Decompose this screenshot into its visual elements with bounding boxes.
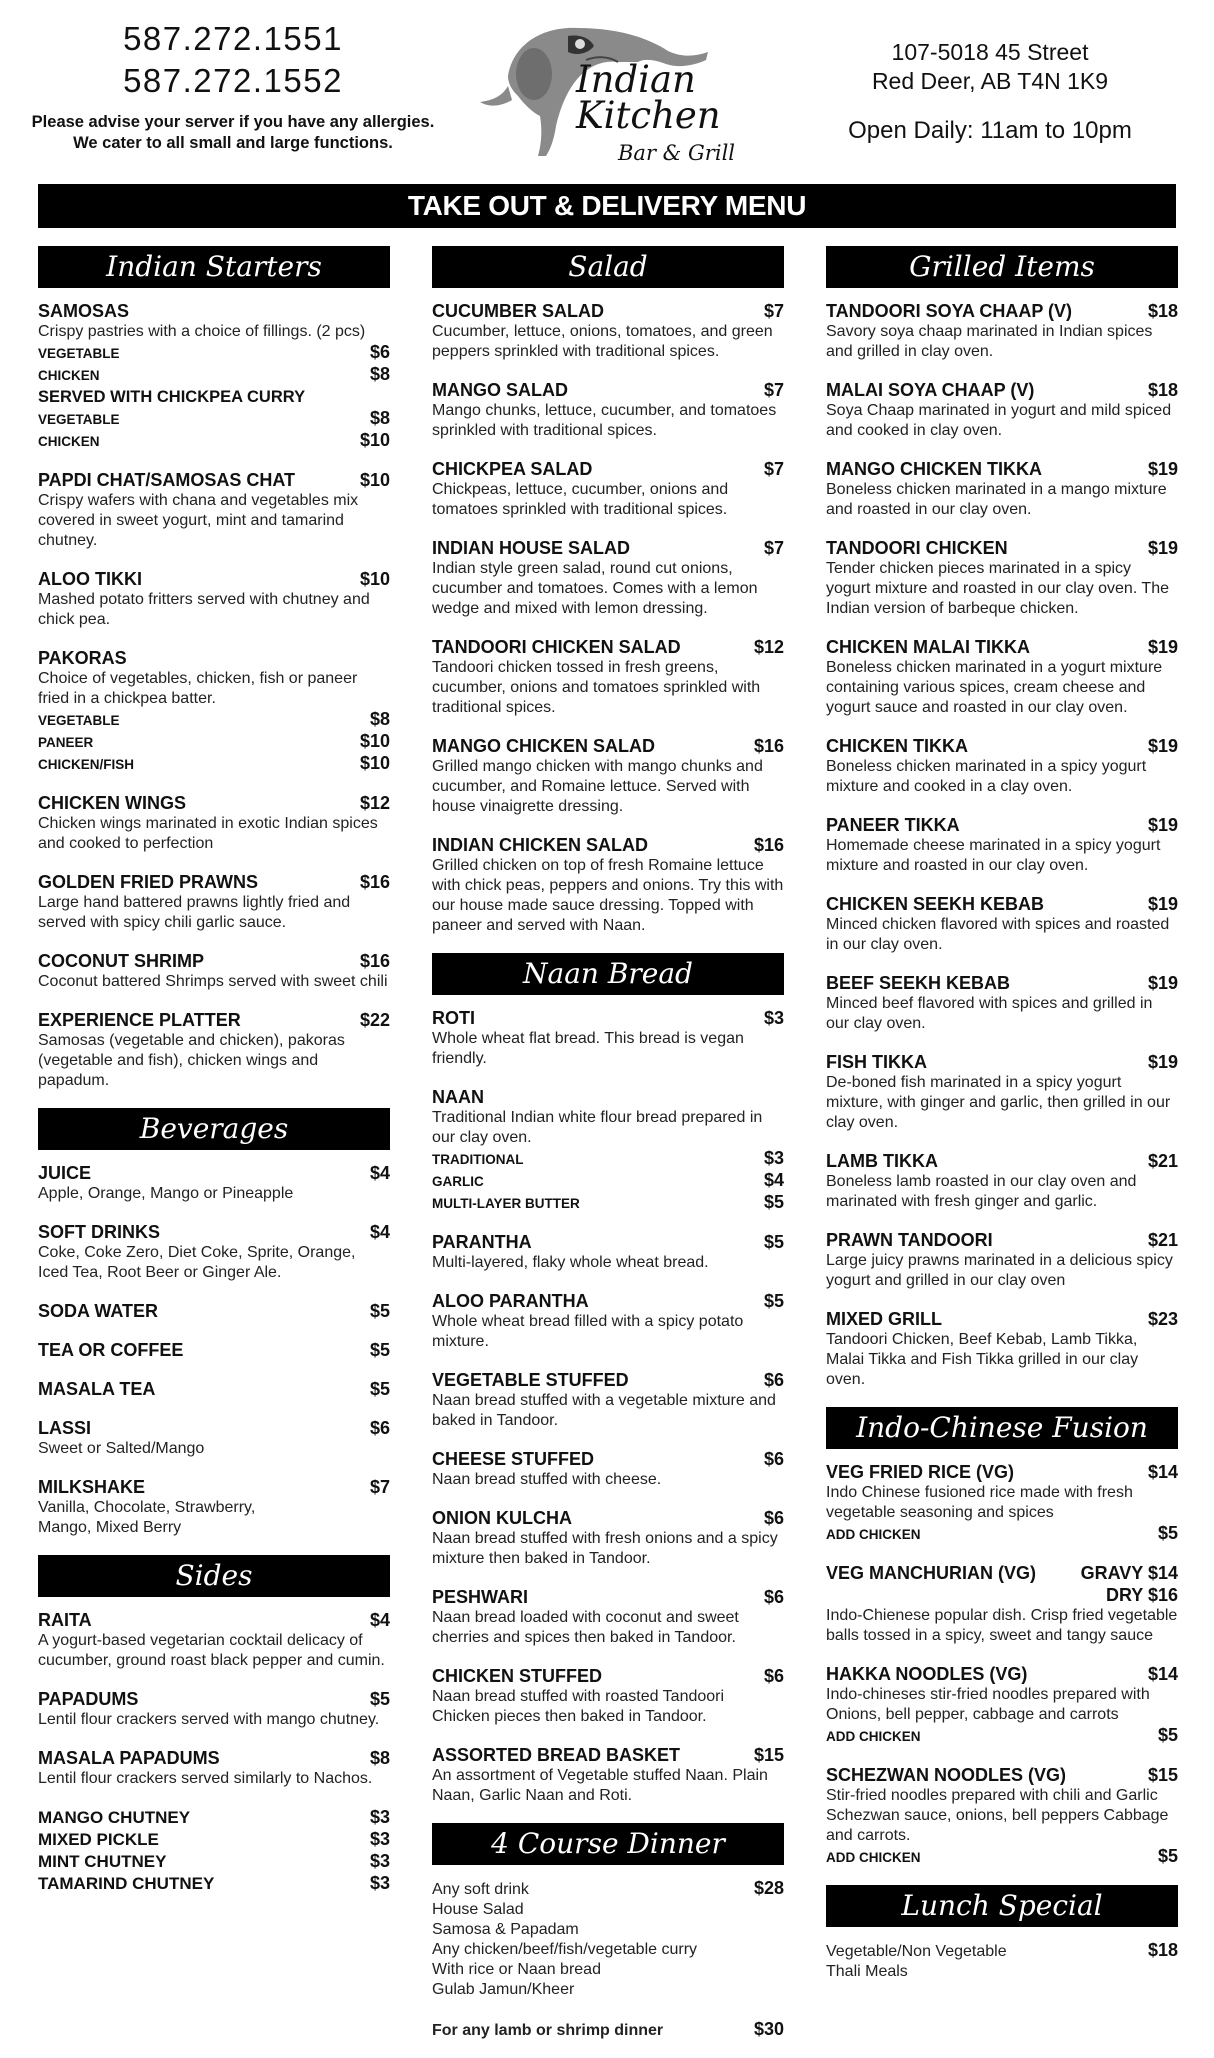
- item-name: VEGETABLE STUFFED: [432, 1370, 629, 1390]
- item-price: $5: [763, 1291, 784, 1311]
- section-title-fusion: Indo-Chinese Fusion: [826, 1407, 1178, 1449]
- option-price: $8: [369, 709, 390, 729]
- item-name: MIXED PICKLE: [38, 1830, 159, 1849]
- item-name: BEEF SEEKH KEBAB: [826, 973, 1011, 993]
- logo-word-kitchen: Kitchen: [576, 94, 721, 137]
- section-title-naan: Naan Bread: [432, 953, 784, 995]
- phone-number-1[interactable]: 587.272.1551: [123, 20, 343, 57]
- dinner-line: House Salad: [432, 1901, 524, 1918]
- menu-item-hakka-noodles: [826, 1663, 1178, 1747]
- item-name: CHICKEN WINGS: [38, 793, 186, 813]
- menu-item-parantha: [432, 1231, 784, 1273]
- item-price: $6: [369, 1418, 390, 1438]
- item-price: $10: [359, 470, 390, 490]
- item-name: PARANTHA: [432, 1232, 532, 1252]
- item-desc: Savory soya chaap marinated in Indian spices and grilled in clay oven.: [826, 323, 1153, 360]
- item-price: $18: [1147, 380, 1178, 400]
- menu-item-chickpea-salad: [432, 458, 784, 520]
- item-price: $19: [1147, 973, 1178, 993]
- item-name: TANDOORI CHICKEN: [826, 538, 1008, 558]
- menu-item-papadums: [38, 1688, 390, 1730]
- item-price: $6: [763, 1370, 784, 1390]
- item-desc: Chicken wings marinated in exotic Indian spices and cooked to perfection: [38, 815, 378, 852]
- item-desc: Boneless chicken marinated in a spicy yogurt mixture and cooked in a clay oven.: [826, 758, 1147, 795]
- item-price: $7: [369, 1477, 390, 1497]
- menu-item-chicken-stuffed: [432, 1665, 784, 1727]
- section-title-grilled: Grilled Items: [826, 246, 1178, 288]
- item-desc: Tender chicken pieces marinated in a spicy yogurt mixture and roasted in our clay oven. The Indian version of barbeque chicken.: [826, 560, 1169, 617]
- item-desc: Multi-layered, flaky whole wheat bread.: [432, 1254, 709, 1271]
- item-name: TAMARIND CHUTNEY: [38, 1874, 215, 1893]
- menu-item-vegetable-stuffed: [432, 1369, 784, 1431]
- item-desc: Lentil flour crackers served similarly to Nachos.: [38, 1770, 373, 1787]
- item-desc: Grilled chicken on top of fresh Romaine lettuce with chick peas, peppers and onions. Try this with our house made sauce dressing. Topped with paneer and served with Naan.: [432, 857, 784, 934]
- item-price: $19: [1147, 637, 1178, 657]
- option-name: ADD CHICKEN: [826, 1527, 921, 1542]
- item-price: $6: [763, 1587, 784, 1607]
- lunch-line: Thali Meals: [826, 1963, 908, 1980]
- item-price: $7: [763, 459, 784, 479]
- item-name: LAMB TIKKA: [826, 1151, 938, 1171]
- menu-item-coconut-shrimp: [38, 950, 390, 992]
- item-price: $15: [1147, 1765, 1178, 1785]
- item-name: TEA OR COFFEE: [38, 1340, 184, 1360]
- menu-item-mango-chicken-tikka: [826, 458, 1178, 520]
- item-desc: Naan bread stuffed with cheese.: [432, 1471, 662, 1488]
- menu-item-mixed-grill: [826, 1308, 1178, 1390]
- item-name: HAKKA NOODLES (VG): [826, 1664, 1028, 1684]
- item-name: TANDOORI CHICKEN SALAD: [432, 637, 681, 657]
- option-price: $6: [369, 342, 390, 362]
- item-price: $19: [1147, 894, 1178, 914]
- item-desc: Whole wheat flat bread. This bread is vegan friendly.: [432, 1030, 744, 1067]
- item-price: $5: [763, 1232, 784, 1252]
- item-name: SOFT DRINKS: [38, 1222, 161, 1242]
- item-name: MANGO CHICKEN TIKKA: [826, 459, 1042, 479]
- menu-item-veg-fried-rice: [826, 1461, 1178, 1545]
- menu-item-pakoras: [38, 647, 390, 775]
- menu-item-prawn-tandoori: [826, 1229, 1178, 1291]
- item-desc: Naan bread loaded with coconut and sweet cherries and spices then baked in Tandoor.: [432, 1609, 739, 1646]
- item-name: JUICE: [38, 1163, 92, 1183]
- menu-item-milkshake: [38, 1476, 390, 1538]
- header-address: [820, 38, 1160, 146]
- item-price: $5: [369, 1340, 390, 1360]
- menu-item-tea-coffee: [38, 1339, 390, 1361]
- item-name: CUCUMBER SALAD: [432, 301, 604, 321]
- item-price: GRAVY $14: [1080, 1563, 1178, 1583]
- item-price: DRY $16: [1105, 1585, 1178, 1605]
- option-name: ADD CHICKEN: [826, 1729, 921, 1744]
- item-price: $16: [753, 835, 784, 855]
- item-desc: Grilled mango chicken with mango chunks and cucumber, and Romaine lettuce. Served with house vinaigrette dressing.: [432, 758, 763, 815]
- item-name: CHICKEN SEEKH KEBAB: [826, 894, 1045, 914]
- item-desc: Large juicy prawns marinated in a delicious spicy yogurt and grilled in our clay oven: [826, 1252, 1173, 1289]
- option-name: MULTI-LAYER BUTTER: [432, 1196, 580, 1211]
- menu-item-papdi-chat: [38, 469, 390, 551]
- menu-item-fish-tikka: [826, 1051, 1178, 1133]
- menu-item-aloo-tikki: [38, 568, 390, 630]
- menu-item-paneer-tikka: [826, 814, 1178, 876]
- dinner-upgrade: For any lamb or shrimp dinner: [432, 2022, 664, 2039]
- option-price: $8: [369, 408, 390, 428]
- item-name: EXPERIENCE PLATTER: [38, 1010, 241, 1030]
- menu-item-onion-kulcha: [432, 1507, 784, 1569]
- item-desc: Tandoori chicken tossed in fresh greens, cucumber, onions and tomatoes sprinkled with traditional spices.: [432, 659, 761, 716]
- lunch-line: Vegetable/Non Vegetable: [826, 1943, 1007, 1960]
- item-desc: Indo Chinese fusioned rice made with fresh vegetable seasoning and spices: [826, 1484, 1133, 1521]
- menu-item-peshwari: [432, 1586, 784, 1648]
- header-contact: [18, 18, 448, 154]
- item-desc: Naan bread stuffed with fresh onions and a spicy mixture then baked in Tandoor.: [432, 1530, 778, 1567]
- dinner-line: Any soft drink: [432, 1881, 529, 1898]
- item-price: $18: [1147, 1940, 1178, 1960]
- section-title-lunch: Lunch Special: [826, 1885, 1178, 1927]
- menu-item-soft-drinks: [38, 1221, 390, 1283]
- item-price: $14: [1147, 1664, 1178, 1684]
- chutney-list: [38, 1806, 390, 1894]
- item-price: $3: [369, 1807, 390, 1827]
- item-price: $22: [359, 1010, 390, 1030]
- section-title-starters: Indian Starters: [38, 246, 390, 288]
- item-price: $28: [753, 1878, 784, 1898]
- menu-item-bread-basket: [432, 1744, 784, 1806]
- dinner-line: Gulab Jamun/Kheer: [432, 1981, 575, 1998]
- item-price: $8: [369, 1748, 390, 1768]
- item-name: MASALA TEA: [38, 1379, 156, 1399]
- item-price: $4: [369, 1163, 390, 1183]
- option-name: VEGETABLE: [38, 346, 120, 361]
- opening-hours: Open Daily: 11am to 10pm: [848, 117, 1132, 144]
- menu-item-lassi: [38, 1417, 390, 1459]
- item-name: MILKSHAKE: [38, 1477, 145, 1497]
- menu-item-tandoori-chicken-salad: [432, 636, 784, 718]
- menu-item-naan: [432, 1086, 784, 1214]
- item-price: $7: [763, 301, 784, 321]
- menu-item-soda-water: [38, 1300, 390, 1322]
- item-name: SODA WATER: [38, 1301, 158, 1321]
- dinner-line: With rice or Naan bread: [432, 1961, 601, 1978]
- item-name: CHICKEN STUFFED: [432, 1666, 602, 1686]
- phone-number-2[interactable]: 587.272.1552: [123, 62, 343, 99]
- item-desc: Minced chicken flavored with spices and roasted in our clay oven.: [826, 916, 1170, 953]
- option-name: PANEER: [38, 735, 94, 750]
- menu-item-tandoori-chicken: [826, 537, 1178, 619]
- menu-item-golden-fried-prawns: [38, 871, 390, 933]
- menu-item-veg-manchurian: [826, 1562, 1178, 1646]
- item-desc: Mashed potato fritters served with chutney and chick pea.: [38, 591, 370, 628]
- allergy-note: Please advise your server if you have any allergies.: [31, 113, 435, 131]
- item-price: $7: [763, 380, 784, 400]
- option-price: $10: [359, 731, 390, 751]
- option-name: ADD CHICKEN: [826, 1850, 921, 1865]
- item-price: $4: [369, 1610, 390, 1630]
- item-name: GOLDEN FRIED PRAWNS: [38, 872, 259, 892]
- item-desc: Tandoori Chicken, Beef Kebab, Lamb Tikka, Malai Tikka and Fish Tikka grilled in our clay oven.: [826, 1331, 1139, 1388]
- item-desc: Cucumber, lettuce, onions, tomatoes, and green peppers sprinkled with traditional spices.: [432, 323, 773, 360]
- menu-item-tandoori-soya-chaap: [826, 300, 1178, 362]
- menu-item-mango-salad: [432, 379, 784, 441]
- item-price: $3: [369, 1851, 390, 1871]
- option-name: VEGETABLE: [38, 713, 120, 728]
- column-right: [826, 246, 1178, 1999]
- item-name: COCONUT SHRIMP: [38, 951, 204, 971]
- item-price: $19: [1147, 815, 1178, 835]
- item-price: $19: [1147, 538, 1178, 558]
- item-desc: Indian style green salad, round cut onions, cucumber and tomatoes. Comes with a lemon wedge and mixed with lemon dressing.: [432, 560, 758, 617]
- menu-item-beef-seekh-kebab: [826, 972, 1178, 1034]
- item-desc: Traditional Indian white flour bread prepared in our clay oven.: [432, 1109, 763, 1146]
- item-name: PESHWARI: [432, 1587, 529, 1607]
- item-desc: Indo-chineses stir-fried noodles prepared with Onions, bell pepper, cabbage and carrots: [826, 1686, 1150, 1723]
- item-desc: Samosas (vegetable and chicken), pakoras (vegetable and fish), chicken wings and papadum.: [38, 1032, 345, 1089]
- option-name: CHICKEN: [38, 368, 100, 383]
- section-title-sides: Sides: [38, 1555, 390, 1597]
- item-price: $19: [1147, 736, 1178, 756]
- menu-item-samosas: [38, 300, 390, 452]
- menu-item-cheese-stuffed: [432, 1448, 784, 1490]
- menu-item-masala-papadums: [38, 1747, 390, 1789]
- item-desc: Boneless lamb roasted in our clay oven and marinated with fresh ginger and garlic.: [826, 1173, 1137, 1210]
- menu-item-lamb-tikka: [826, 1150, 1178, 1212]
- section-title-beverages: Beverages: [38, 1108, 390, 1150]
- item-name: CHICKEN TIKKA: [826, 736, 968, 756]
- item-price: $7: [763, 538, 784, 558]
- item-desc: Indo-Chienese popular dish. Crisp fried vegetable balls tossed in a spicy, sweet and tangy sauce: [826, 1607, 1178, 1644]
- item-price: $15: [753, 1745, 784, 1765]
- item-price: $5: [369, 1379, 390, 1399]
- menu-item-chicken-seekh-kebab: [826, 893, 1178, 955]
- menu-item-cucumber-salad: [432, 300, 784, 362]
- option-price: $10: [359, 753, 390, 773]
- item-desc: Homemade cheese marinated in a spicy yogurt mixture and roasted in our clay oven.: [826, 837, 1161, 874]
- menu-item-chicken-wings: [38, 792, 390, 854]
- section-title-salad: Salad: [432, 246, 784, 288]
- item-name: PAPDI CHAT/SAMOSAS CHAT: [38, 470, 296, 490]
- option-price: $10: [359, 430, 390, 450]
- item-desc: Crispy pastries with a choice of fillings. (2 pcs): [38, 323, 366, 340]
- item-price: $16: [359, 951, 390, 971]
- item-price: $21: [1147, 1230, 1178, 1250]
- menu-item-mango-chicken-salad: [432, 735, 784, 817]
- item-name: SAMOSAS: [38, 301, 130, 321]
- option-name: CHICKEN/FISH: [38, 757, 135, 772]
- option-price: $8: [369, 364, 390, 384]
- item-name: PANEER TIKKA: [826, 815, 960, 835]
- menu-item-raita: [38, 1609, 390, 1671]
- item-name: MANGO SALAD: [432, 380, 568, 400]
- menu-item-malai-soya-chaap: [826, 379, 1178, 441]
- menu-item-masala-tea: [38, 1378, 390, 1400]
- item-desc: Mango chunks, lettuce, cucumber, and tomatoes sprinkled with traditional spices.: [432, 402, 777, 439]
- option-price: $5: [763, 1192, 784, 1212]
- item-desc: Naan bread stuffed with a vegetable mixture and baked in Tandoor.: [432, 1392, 776, 1429]
- item-name: PAKORAS: [38, 648, 127, 668]
- item-name: SCHEZWAN NOODLES (VG): [826, 1765, 1067, 1785]
- item-desc: Boneless chicken marinated in a yogurt mixture containing various spices, cream cheese and yogurt sauce and roasted in our clay oven.: [826, 659, 1163, 716]
- section-title-dinner: 4 Course Dinner: [432, 1823, 784, 1865]
- menu-item-juice: [38, 1162, 390, 1204]
- item-desc: Chickpeas, lettuce, cucumber, onions and tomatoes sprinkled with traditional spices.: [432, 481, 729, 518]
- item-price: $5: [369, 1301, 390, 1321]
- item-price: $30: [753, 2019, 784, 2039]
- item-desc: Vanilla, Chocolate, Strawberry, Mango, Mixed Berry: [38, 1499, 256, 1536]
- item-price: $12: [359, 793, 390, 813]
- column-left: [38, 246, 390, 1894]
- dinner-line: Samosa & Papadam: [432, 1921, 579, 1938]
- address-line-2: Red Deer, AB T4N 1K9: [871, 68, 1109, 94]
- item-price: $3: [369, 1873, 390, 1893]
- item-name: ROTI: [432, 1008, 475, 1028]
- item-desc: Minced beef flavored with spices and grilled in our clay oven.: [826, 995, 1153, 1032]
- item-name: ALOO PARANTHA: [432, 1291, 589, 1311]
- menu-item-indian-chicken-salad: [432, 834, 784, 936]
- item-price: $14: [1147, 1462, 1178, 1482]
- item-price: $21: [1147, 1151, 1178, 1171]
- item-name: TANDOORI SOYA CHAAP (V): [826, 301, 1073, 321]
- item-desc: An assortment of Vegetable stuffed Naan. Plain Naan, Garlic Naan and Roti.: [432, 1767, 768, 1804]
- option-price: $3: [763, 1148, 784, 1168]
- item-desc: De-boned fish marinated in a spicy yogurt mixture, with ginger and garlic, then grilled in our clay oven.: [826, 1074, 1171, 1131]
- item-name: MANGO CHICKEN SALAD: [432, 736, 655, 756]
- item-price: $3: [763, 1008, 784, 1028]
- item-desc: Lentil flour crackers served with mango chutney.: [38, 1711, 380, 1728]
- item-price: $10: [359, 569, 390, 589]
- item-name: PAPADUMS: [38, 1689, 139, 1709]
- item-desc: Sweet or Salted/Mango: [38, 1440, 205, 1457]
- item-price: $16: [359, 872, 390, 892]
- option-price: $4: [763, 1170, 784, 1190]
- item-price: $6: [763, 1508, 784, 1528]
- option-group-heading: SERVED WITH CHICKPEA CURRY: [38, 388, 306, 406]
- menu-item-lunch-special: [826, 1939, 1178, 1982]
- item-name: RAITA: [38, 1610, 92, 1630]
- address-line-1: 107-5018 45 Street: [891, 39, 1089, 65]
- item-name: PRAWN TANDOORI: [826, 1230, 993, 1250]
- item-name: MALAI SOYA CHAAP (V): [826, 380, 1035, 400]
- item-price: $23: [1147, 1309, 1178, 1329]
- item-desc: A yogurt-based vegetarian cocktail delicacy of cucumber, ground roast black pepper and cumin.: [38, 1632, 385, 1669]
- option-price: $5: [1157, 1725, 1178, 1745]
- logo-word-bar-grill: Bar & Grill: [618, 141, 735, 165]
- item-name: MANGO CHUTNEY: [38, 1808, 191, 1827]
- item-price: $4: [369, 1222, 390, 1242]
- menu-item-chicken-tikka: [826, 735, 1178, 797]
- item-desc: Crispy wafers with chana and vegetables mix covered in sweet yogurt, mint and tamarind chutney.: [38, 492, 359, 549]
- option-price: $5: [1157, 1523, 1178, 1543]
- item-price: $3: [369, 1829, 390, 1849]
- item-price: $12: [753, 637, 784, 657]
- menu-item-four-course-dinner: [432, 1877, 784, 2041]
- item-price: $16: [753, 736, 784, 756]
- item-desc: Stir-fried noodles prepared with chili and Garlic Schezwan sauce, onions, bell peppers Cabbage and carrots.: [826, 1787, 1169, 1844]
- item-name: INDIAN CHICKEN SALAD: [432, 835, 648, 855]
- item-name: VEG MANCHURIAN (VG): [826, 1563, 1036, 1583]
- column-middle: [432, 246, 784, 2058]
- item-desc: Large hand battered prawns lightly fried and served with spicy chili garlic sauce.: [38, 894, 351, 931]
- item-name: ONION KULCHA: [432, 1508, 572, 1528]
- item-price: $5: [369, 1689, 390, 1709]
- item-desc: Coke, Coke Zero, Diet Coke, Sprite, Orange, Iced Tea, Root Beer or Ginger Ale.: [38, 1244, 356, 1281]
- item-price: $18: [1147, 301, 1178, 321]
- option-name: CHICKEN: [38, 434, 100, 449]
- item-desc: Choice of vegetables, chicken, fish or paneer fried in a chickpea batter.: [38, 670, 358, 707]
- item-desc: Whole wheat bread filled with a spicy potato mixture.: [432, 1313, 744, 1350]
- item-name: CHEESE STUFFED: [432, 1449, 595, 1469]
- item-name: MINT CHUTNEY: [38, 1852, 167, 1871]
- item-name: VEG FRIED RICE (VG): [826, 1462, 1015, 1482]
- catering-note: We cater to all small and large functions.: [73, 134, 393, 152]
- menu-item-indian-house-salad: [432, 537, 784, 619]
- item-name: LASSI: [38, 1418, 92, 1438]
- option-name: GARLIC: [432, 1174, 484, 1189]
- menu-item-experience-platter: [38, 1009, 390, 1091]
- item-price: $6: [763, 1449, 784, 1469]
- menu-item-aloo-parantha: [432, 1290, 784, 1352]
- item-price: $6: [763, 1666, 784, 1686]
- item-name: FISH TIKKA: [826, 1052, 927, 1072]
- restaurant-logo: [468, 16, 768, 176]
- item-desc: Soya Chaap marinated in yogurt and mild spiced and cooked in clay oven.: [826, 402, 1172, 439]
- item-name: INDIAN HOUSE SALAD: [432, 538, 631, 558]
- menu-item-schezwan-noodles: [826, 1764, 1178, 1868]
- option-name: TRADITIONAL: [432, 1152, 524, 1167]
- item-name: MIXED GRILL: [826, 1309, 942, 1329]
- item-price: $19: [1147, 459, 1178, 479]
- item-name: ASSORTED BREAD BASKET: [432, 1745, 681, 1765]
- item-desc: Apple, Orange, Mango or Pineapple: [38, 1185, 294, 1202]
- item-desc: Coconut battered Shrimps served with sweet chili: [38, 973, 388, 990]
- menu-item-roti: [432, 1007, 784, 1069]
- item-desc: Boneless chicken marinated in a mango mixture and roasted in our clay oven.: [826, 481, 1167, 518]
- item-name: CHICKEN MALAI TIKKA: [826, 637, 1030, 657]
- item-desc: Naan bread stuffed with roasted Tandoori Chicken pieces then baked in Tandoor.: [432, 1688, 725, 1725]
- logo-word-indian: Indian: [576, 58, 696, 101]
- option-price: $5: [1157, 1846, 1178, 1866]
- item-name: NAAN: [432, 1087, 484, 1107]
- item-name: CHICKPEA SALAD: [432, 459, 593, 479]
- item-price: $19: [1147, 1052, 1178, 1072]
- item-name: ALOO TIKKI: [38, 569, 142, 589]
- menu-item-chicken-malai-tikka: [826, 636, 1178, 718]
- dinner-line: Any chicken/beef/fish/vegetable curry: [432, 1941, 698, 1958]
- option-name: VEGETABLE: [38, 412, 120, 427]
- menu-banner: TAKE OUT & DELIVERY MENU: [38, 184, 1176, 228]
- item-name: MASALA PAPADUMS: [38, 1748, 220, 1768]
